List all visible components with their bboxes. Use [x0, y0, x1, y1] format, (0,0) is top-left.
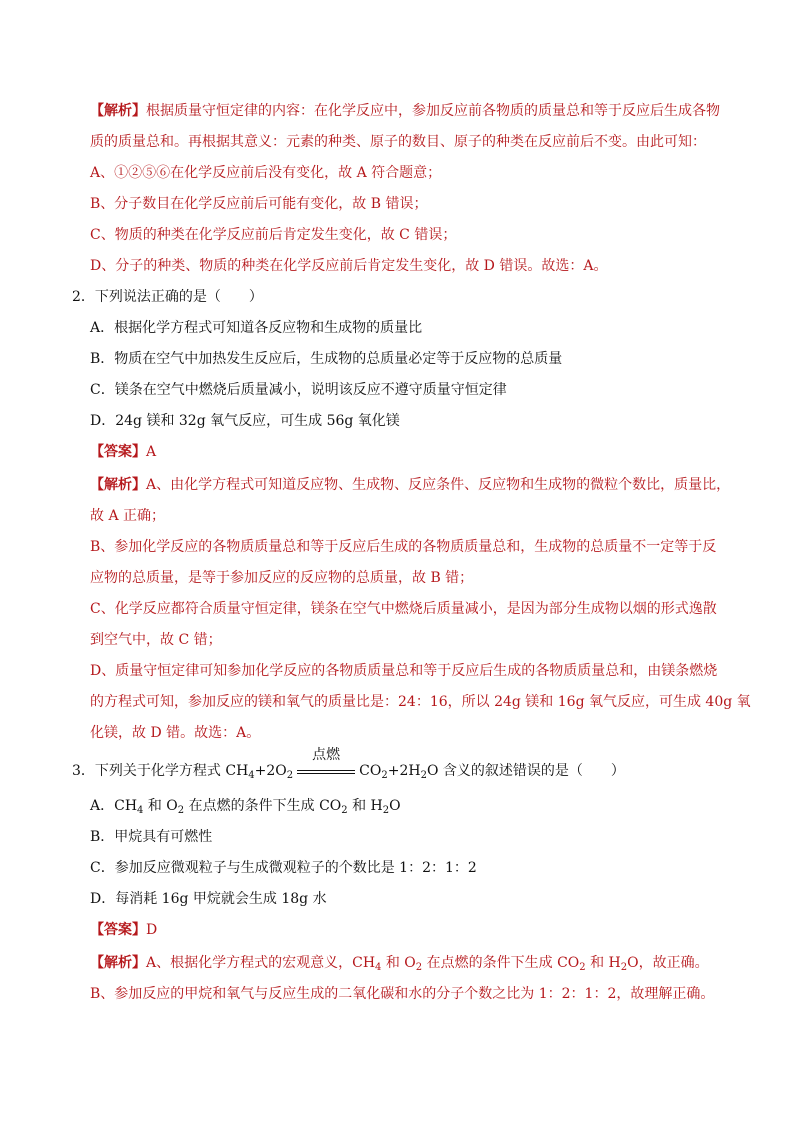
q2-analysis-line-4: 应物的总质量，是等于参加反应的反应物的总质量，故 B 错；	[90, 570, 474, 586]
q2-option-c: C．镁条在空气中燃烧后质量减小，说明该反应不遵守质量守恒定律	[90, 382, 507, 398]
reaction-condition: 点燃	[312, 747, 341, 763]
q2-analysis-line-7: D、质量守恒定律可知参加化学反应的各物质质量总和等于反应后生成的各物质质量总和，由镁条燃烧	[90, 663, 718, 679]
q3-option-c: C．参加反应微观粒子与生成微观粒子的个数比是 1：2：1：2	[90, 860, 477, 876]
analysis-tag: 【解析】	[90, 955, 146, 971]
q2-analysis-line-9: 化镁，故 D 错。故选：A。	[90, 725, 261, 741]
analysis-tag: 【解析】	[90, 103, 146, 119]
q2-analysis-line-6: 到空气中，故 C 错；	[90, 632, 222, 648]
q2-analysis-line-3: B、参加化学反应的各物质质量总和等于反应后生成的各物质质量总和，生成物的总质量不一定等于反	[90, 539, 717, 555]
q2-analysis-line-5: C、化学反应都符合质量守恒定律，镁条在空气中燃烧后质量减小，是因为部分生成物以烟的形式逸散	[90, 601, 717, 617]
q3-analysis-line-2: B、参加反应的甲烷和氧气与反应生成的二氧化碳和水的分子个数之比为 1：2：1：2，故理解正确。	[90, 986, 715, 1002]
q1-analysis-line-2: 质的质量总和。再根据其意义：元素的种类、原子的数目、原子的种类在反应前后不变。由此可知：	[90, 134, 706, 150]
q3-option-a: A．$CH_4$ 和 $O_2$ 在点燃的条件下生成 $CO_2$ 和 $H_2O$	[90, 798, 401, 816]
answer-tag: 【答案】	[90, 444, 146, 460]
q1-analysis-option-b: B、分子数目在化学反应前后可能有变化，故 B 错误；	[90, 196, 428, 212]
q1-analysis-line-1: 【解析】根据质量守恒定律的内容：在化学反应中，参加反应前各物质的质量总和等于反应后生成各物	[90, 103, 720, 119]
analysis-tag: 【解析】	[90, 477, 146, 493]
q3-option-b: B．甲烷具有可燃性	[90, 829, 213, 845]
q2-option-a: A．根据化学方程式可知道各反应物和生成物的质量比	[90, 320, 423, 336]
circled-numbers: ①②⑤⑥	[114, 165, 171, 181]
q1-analysis-option-c: C、物质的种类在化学反应前后肯定发生变化，故 C 错误；	[90, 227, 457, 243]
q2-answer: 【答案】A	[90, 444, 157, 460]
q2-analysis-line-1: 【解析】A、由化学方程式可知道反应物、生成物、反应条件、反应物和生成物的微粒个数比，质量比，	[90, 477, 731, 493]
answer-tag: 【答案】	[90, 922, 146, 938]
reaction-arrow-equals	[295, 747, 357, 780]
q2-analysis-line-8: 的方程式可知，参加反应的镁和氧气的质量比是：24：16，所以 24g 镁和 16g 氧气反应，可生成 40g 氧	[90, 694, 751, 710]
q3-option-d: D．每消耗 16g 甲烷就会生成 18g 水	[90, 891, 327, 907]
q3-analysis-line-1: 【解析】A、根据化学方程式的宏观意义，$CH_4$ 和 $O_2$ 在点燃的条件下生成 $CO_2$ 和 $H_2O$，故正确。	[90, 955, 709, 973]
q3-answer: 【答案】D	[90, 922, 158, 938]
q1-analysis-option-a: A、①②⑤⑥在化学反应前后没有变化，故 A 符合题意；	[90, 165, 442, 181]
q3-stem: 3．下列关于化学方程式 $CH_4+2O_2$ 点燃 $CO_2+2H_2O$ 含义的叙述错误的是（ ）	[72, 747, 625, 781]
q2-option-d: D．24g 镁和 32g 氧气反应，可生成 56g 氧化镁	[90, 413, 400, 429]
q1-analysis-option-d: D、分子的种类、物质的种类在化学反应前后肯定发生变化，故 D 错误。故选：A。	[90, 258, 608, 274]
q2-analysis-line-2: 故 A 正确；	[90, 508, 166, 524]
q2-stem: 2．下列说法正确的是（ ）	[72, 289, 263, 305]
q2-option-b: B．物质在空气中加热发生反应后，生成物的总质量必定等于反应物的总质量	[90, 351, 563, 367]
